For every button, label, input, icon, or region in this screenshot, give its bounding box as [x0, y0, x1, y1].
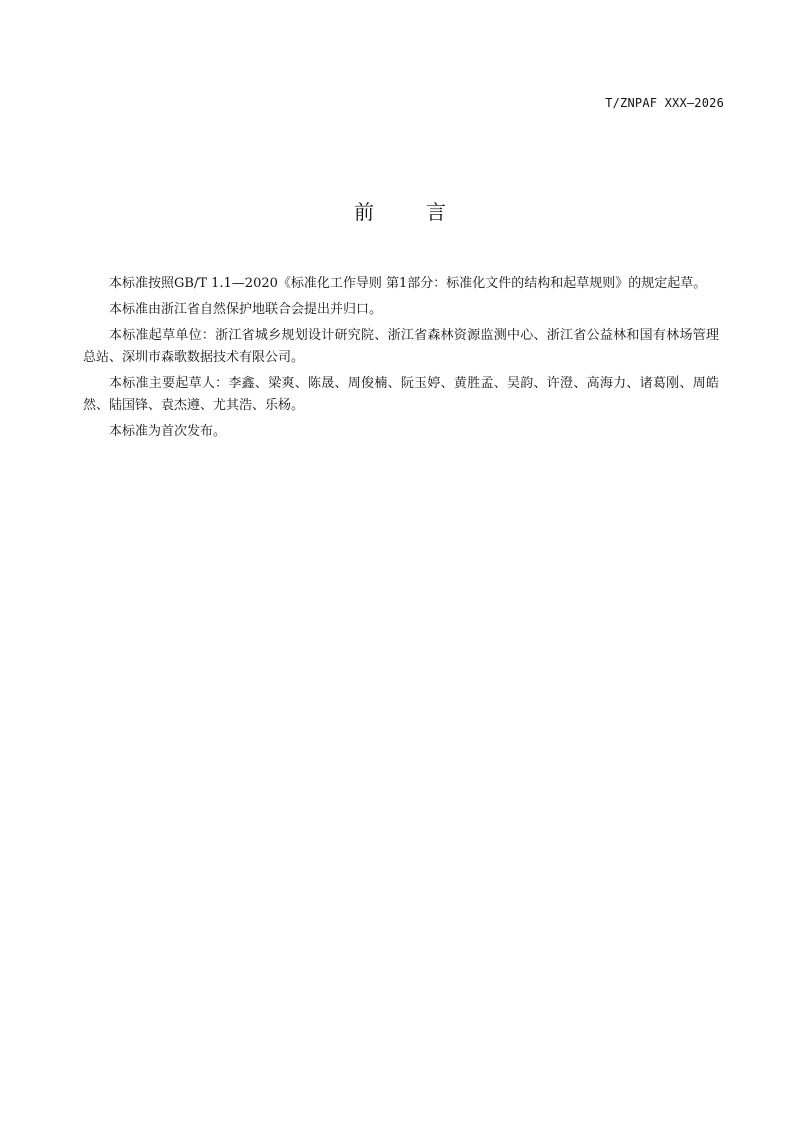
title-char-1: 前 [354, 200, 374, 224]
foreword-content [83, 273, 719, 447]
paragraph-drafting-rules: 本标准按照GB/T 1.1—2020《标准化工作导则 第1部分：标准化文件的结构和起草规则》的规定起草。 [109, 276, 707, 291]
paragraph-proposer: 本标准由浙江省自然保护地联合会提出并归口。 [109, 302, 383, 317]
paragraph-drafters: 本标准主要起草人：李鑫、梁爽、陈晟、周俊楠、阮玉婷、黄胜孟、吴韵、许澄、高海力、诸葛刚、周皓然、陆国锋、袁杰遵、尤其浩、乐杨。 [83, 376, 719, 413]
page-title [0, 196, 800, 225]
paragraph-drafting-units: 本标准起草单位：浙江省城乡规划设计研究院、浙江省森林资源监测中心、浙江省公益林和国有林场管理总站、深圳市森歌数据技术有限公司。 [83, 328, 719, 365]
paragraph-first-release: 本标准为首次发布。 [109, 424, 227, 439]
document-code: T/ZNPAF XXX—2026 [605, 96, 724, 110]
title-char-2: 言 [426, 200, 446, 224]
